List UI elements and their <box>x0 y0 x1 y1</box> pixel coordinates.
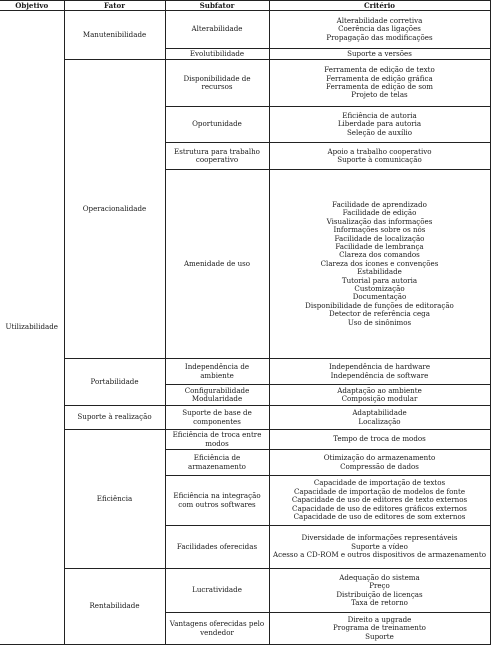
criterio-item: Tempo de troca de modos <box>333 434 426 444</box>
criterio-item: Propagação das modificações <box>326 32 433 42</box>
criterio-item: Ferramenta de edição de som <box>326 82 433 91</box>
subfator-amenidade: Amenidade de uso <box>165 170 269 359</box>
criterio-item: Composição modular <box>341 394 418 403</box>
criterio-item: Capacidade de uso de editores de som externos <box>293 512 466 522</box>
fator-suporte: Suporte à realização <box>64 406 165 430</box>
criterio-item: Localização <box>358 416 401 426</box>
subfator-label: Estrutura para trabalho cooperativo <box>174 146 260 164</box>
subfator-label: Eficiência de troca entre modos <box>172 430 262 448</box>
criterio-item: Acesso a CD-ROM e outros dispositivos de armazenamento <box>273 550 486 560</box>
subfator-configurabilidade <box>165 385 269 406</box>
criterio-cell <box>269 385 490 406</box>
table-row <box>0 406 490 430</box>
criterio-item: Adaptabilidade <box>352 408 407 418</box>
criterio-item: Independência de software <box>330 370 429 380</box>
criterio-item: Otimização do armazenamento <box>323 453 436 463</box>
criterio-cell <box>269 476 490 526</box>
subfator-label: Suporte de base de componentes <box>182 408 252 426</box>
criterio-item: Ferramenta de edição de texto <box>324 65 435 75</box>
criterio-item: Seleção de auxílio <box>346 127 413 137</box>
objetivo-cell: Utilizabilidade <box>0 11 64 645</box>
subfator-vantagens <box>165 613 269 645</box>
criterio-item: Disponibilidade de funções de editoração <box>305 300 454 310</box>
table-row <box>0 359 490 385</box>
criterio-item: Adequação do sistema <box>339 572 420 582</box>
criterio-item: Customização <box>354 284 405 294</box>
criterio-item: Compressão de dados <box>340 461 419 471</box>
criterio-item: Direito a upgrade <box>347 614 412 624</box>
criterio-item: Suporte a versões <box>347 48 412 58</box>
criterio-item: Alterabilidade corretiva <box>336 15 423 25</box>
criterio-cell <box>269 11 490 49</box>
subfator-estrutura <box>165 143 269 170</box>
criterio-item: Detector de referência cega <box>329 309 430 319</box>
criterio-item: Documentação <box>352 292 407 302</box>
subfator-ef-integracao <box>165 476 269 526</box>
criterio-item: Projeto de telas <box>351 90 408 100</box>
criterio-item: Suporte a vídeo <box>351 541 408 551</box>
criterio-cell <box>269 49 490 60</box>
criterio-cell <box>269 170 490 359</box>
criterio-item: Liberdade para autoria <box>337 119 422 129</box>
table-row <box>0 569 490 613</box>
subfator-facilidades <box>165 526 269 569</box>
header-criterio: Critério <box>269 1 490 11</box>
criterio-item: Taxa de retorno <box>351 597 408 607</box>
criterio-cell <box>269 569 490 613</box>
criterio-item: Apoio a trabalho cooperativo <box>327 146 432 156</box>
criterio-item: Capacidade de importação de modelos de fonte <box>293 486 466 496</box>
criterio-cell <box>269 406 490 430</box>
criterio-item: Informações sobre os nós <box>333 225 426 235</box>
criterio-cell <box>269 60 490 107</box>
table-row <box>0 11 490 49</box>
criterio-item: Independência de hardware <box>328 362 431 372</box>
criterio-item: Ferramenta de edição gráfica <box>326 73 433 83</box>
criterio-item: Clareza dos ícones e convenções <box>320 258 439 268</box>
criterio-item: Facilidade de localização <box>334 233 425 243</box>
criterio-cell <box>269 450 490 476</box>
criterio-item: Distribuição de licenças <box>336 589 423 599</box>
criterio-item: Adaptação ao ambiente <box>337 385 422 395</box>
subfator-label: Facilidades oferecidas <box>176 541 258 551</box>
subfator-lucratividade: Lucratividade <box>165 569 269 613</box>
criterio-cell <box>269 359 490 385</box>
criterio-item: Coerência das ligações <box>338 24 421 34</box>
criterio-item: Capacidade de uso de editores gráficos externos <box>292 503 467 513</box>
table-row <box>0 60 490 107</box>
subfator-independencia <box>165 359 269 385</box>
criterio-item: Uso de sinônimos <box>347 317 412 327</box>
subfator-suporte-base <box>165 406 269 430</box>
subfator-label: Disponibilidade de recursos <box>183 73 251 91</box>
fator-manutenibilidade: Manutenibilidade <box>64 11 165 60</box>
criterio-item: Visualização das informações <box>326 216 433 226</box>
subfator-label: Independência de ambiente <box>184 362 250 380</box>
subfator-label: Configurabilidade Modularidade <box>184 385 250 403</box>
criterio-cell <box>269 430 490 450</box>
subfator-label: Eficiência na integração com outros softwares <box>173 491 261 509</box>
criterio-cell <box>269 107 490 143</box>
criterio-item: Facilidade de aprendizado <box>332 199 427 209</box>
criterio-cell <box>269 526 490 569</box>
criterio-item: Eficiência de autoria <box>342 110 417 120</box>
subfator-disponibilidade <box>165 60 269 107</box>
subfator-label: Eficiência de armazenamento <box>188 453 246 471</box>
subfator-evolutibilidade: Evolutibilidade <box>165 49 269 60</box>
criterio-cell <box>269 143 490 170</box>
criterio-item: Estabilidade <box>357 267 402 277</box>
criterio-item: Facilidade de lembrança <box>335 241 424 251</box>
subfator-label: Vantagens oferecidas pelo vendedor <box>169 619 265 637</box>
fator-operacionalidade: Operacionalidade <box>64 60 165 359</box>
fator-eficiencia: Eficiência <box>64 430 165 569</box>
header-objetivo: Objetivo <box>0 1 64 11</box>
subfator-alterabilidade: Alterabilidade <box>165 11 269 49</box>
header-row <box>0 1 490 11</box>
table-row <box>0 430 490 450</box>
fator-rentabilidade: Rentabilidade <box>64 569 165 645</box>
criterio-item: Tutorial para autoria <box>341 275 418 285</box>
criterio-item: Suporte à comunicação <box>337 155 422 164</box>
criterio-item: Clareza dos comandos <box>339 250 420 260</box>
subfator-ef-armazenamento <box>165 450 269 476</box>
criterio-item: Capacidade de uso de editores de texto externos <box>291 495 468 505</box>
criterio-cell <box>269 613 490 645</box>
criterio-item: Capacidade de importação de textos <box>313 478 446 488</box>
subfator-oportunidade: Oportunidade <box>165 107 269 143</box>
criterio-item: Diversidade de informações representáveis <box>301 533 458 543</box>
fator-portabilidade: Portabilidade <box>64 359 165 406</box>
criterio-item: Preço <box>369 581 390 591</box>
criterio-item: Suporte <box>365 631 394 641</box>
header-subfator: Subfator <box>165 1 269 11</box>
criterio-item: Facilidade de edição <box>342 208 417 218</box>
criterio-item: Programa de treinamento <box>333 623 426 633</box>
header-fator: Fator <box>64 1 165 11</box>
subfator-ef-troca <box>165 430 269 450</box>
